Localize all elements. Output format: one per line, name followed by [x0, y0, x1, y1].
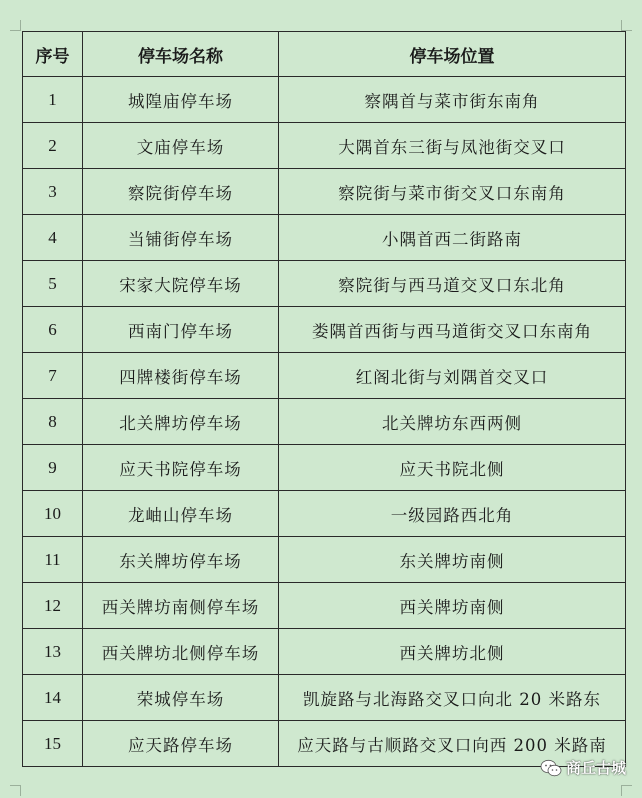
row-location: 一级园路西北角 [279, 491, 626, 537]
row-number: 3 [23, 169, 83, 215]
row-name: 东关牌坊停车场 [83, 537, 279, 583]
table-row [23, 399, 626, 445]
table-row [23, 169, 626, 215]
row-name: 文庙停车场 [83, 123, 279, 169]
row-number: 15 [23, 721, 83, 767]
table-row [23, 261, 626, 307]
row-location: 应天路与古顺路交叉口向西 200 米路南 [279, 721, 626, 767]
row-name: 察院街停车场 [83, 169, 279, 215]
table-row [23, 445, 626, 491]
row-number: 12 [23, 583, 83, 629]
header-number: 序号 [23, 32, 83, 77]
row-location: 西关牌坊南侧 [279, 583, 626, 629]
row-location: 北关牌坊东西两侧 [279, 399, 626, 445]
parking-table [22, 31, 626, 767]
corner-mark-top-right [621, 20, 632, 31]
table-row [23, 491, 626, 537]
row-location: 娄隅首西街与西马道街交叉口东南角 [279, 307, 626, 353]
row-number: 5 [23, 261, 83, 307]
row-name: 宋家大院停车场 [83, 261, 279, 307]
corner-mark-top-left [10, 20, 21, 31]
row-number: 8 [23, 399, 83, 445]
table-row [23, 123, 626, 169]
row-location: 应天书院北侧 [279, 445, 626, 491]
row-name: 应天书院停车场 [83, 445, 279, 491]
row-name: 西关牌坊南侧停车场 [83, 583, 279, 629]
row-location: 察隅首与菜市街东南角 [279, 77, 626, 123]
row-number: 4 [23, 215, 83, 261]
row-location: 红阁北街与刘隅首交叉口 [279, 353, 626, 399]
row-name: 荣城停车场 [83, 675, 279, 721]
row-location: 西关牌坊北侧 [279, 629, 626, 675]
corner-mark-bottom-right [621, 785, 632, 796]
row-number: 14 [23, 675, 83, 721]
row-location: 察院街与西马道交叉口东北角 [279, 261, 626, 307]
row-name: 应天路停车场 [83, 721, 279, 767]
row-number: 7 [23, 353, 83, 399]
table-row [23, 583, 626, 629]
table-header-row [23, 32, 626, 77]
row-number: 6 [23, 307, 83, 353]
row-location: 大隅首东三街与凤池街交叉口 [279, 123, 626, 169]
table-row [23, 537, 626, 583]
table-row [23, 77, 626, 123]
wechat-icon [540, 759, 562, 777]
table-row [23, 629, 626, 675]
row-number: 11 [23, 537, 83, 583]
row-location: 东关牌坊南侧 [279, 537, 626, 583]
row-name: 当铺街停车场 [83, 215, 279, 261]
row-name: 龙岫山停车场 [83, 491, 279, 537]
row-name: 北关牌坊停车场 [83, 399, 279, 445]
watermark [540, 757, 626, 778]
header-location: 停车场位置 [279, 32, 626, 77]
corner-mark-bottom-left [10, 785, 21, 796]
row-name: 西南门停车场 [83, 307, 279, 353]
row-number: 10 [23, 491, 83, 537]
row-number: 9 [23, 445, 83, 491]
table-row [23, 353, 626, 399]
header-name: 停车场名称 [83, 32, 279, 77]
row-number: 2 [23, 123, 83, 169]
row-name: 城隍庙停车场 [83, 77, 279, 123]
watermark-text: 商丘古城 [565, 759, 626, 777]
row-number: 13 [23, 629, 83, 675]
row-location: 小隅首西二街路南 [279, 215, 626, 261]
table-row [23, 215, 626, 261]
table-row [23, 675, 626, 721]
row-number: 1 [23, 77, 83, 123]
row-location: 凯旋路与北海路交叉口向北 20 米路东 [279, 675, 626, 721]
table-row [23, 721, 626, 767]
row-location: 察院街与菜市街交叉口东南角 [279, 169, 626, 215]
row-name: 西关牌坊北侧停车场 [83, 629, 279, 675]
table-row [23, 307, 626, 353]
row-name: 四牌楼街停车场 [83, 353, 279, 399]
